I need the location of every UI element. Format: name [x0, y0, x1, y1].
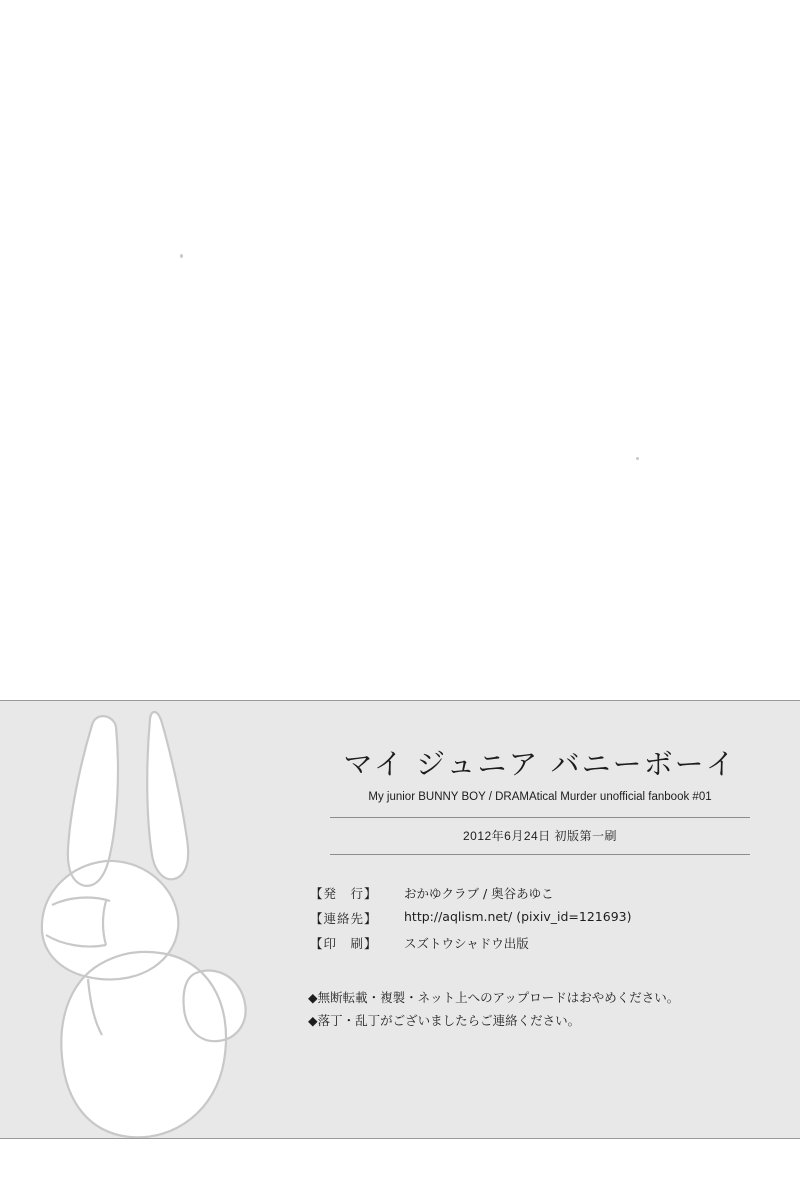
table-row [310, 881, 631, 906]
colophon-panel [0, 700, 800, 1139]
info-label-printer: 【印 刷】 [310, 935, 378, 951]
info-value-publisher: おかゆクラブ / 奥谷あゆこ [404, 885, 554, 901]
paper-speck [180, 254, 183, 258]
bottom-margin-area [0, 1139, 800, 1198]
info-value-printer: スズトウシャドウ出版 [404, 935, 529, 951]
divider-top [330, 817, 750, 818]
colophon-text-block [300, 749, 780, 1032]
notice-line-reproduction: ◆無断転載・複製・ネット上へのアップロードはおやめください。 [308, 989, 680, 1005]
info-value-contact[interactable]: http://aqlism.net/ (pixiv_id=121693) [404, 908, 632, 924]
publication-info-table [310, 881, 631, 956]
info-label-contact: 【連絡先】 [310, 910, 378, 926]
notice-line-defect: ◆落丁・乱丁がございましたらご連絡ください。 [308, 1013, 581, 1029]
table-row [310, 931, 631, 956]
page-subtitle: My junior BUNNY BOY / DRAMAtical Murder unofficial fanbook #01 [368, 790, 712, 803]
print-date: 2012年6月24日 初版第一刷 [462, 828, 618, 843]
page-title: マイ ジュニア バニーボーイ [343, 747, 737, 781]
info-label-publisher: 【発 行】 [310, 885, 378, 901]
notice-block [308, 986, 780, 1032]
divider-bottom [330, 854, 750, 855]
bunny-silhouette-icon [10, 709, 310, 1139]
paper-speck [636, 457, 639, 460]
table-row [310, 906, 631, 931]
